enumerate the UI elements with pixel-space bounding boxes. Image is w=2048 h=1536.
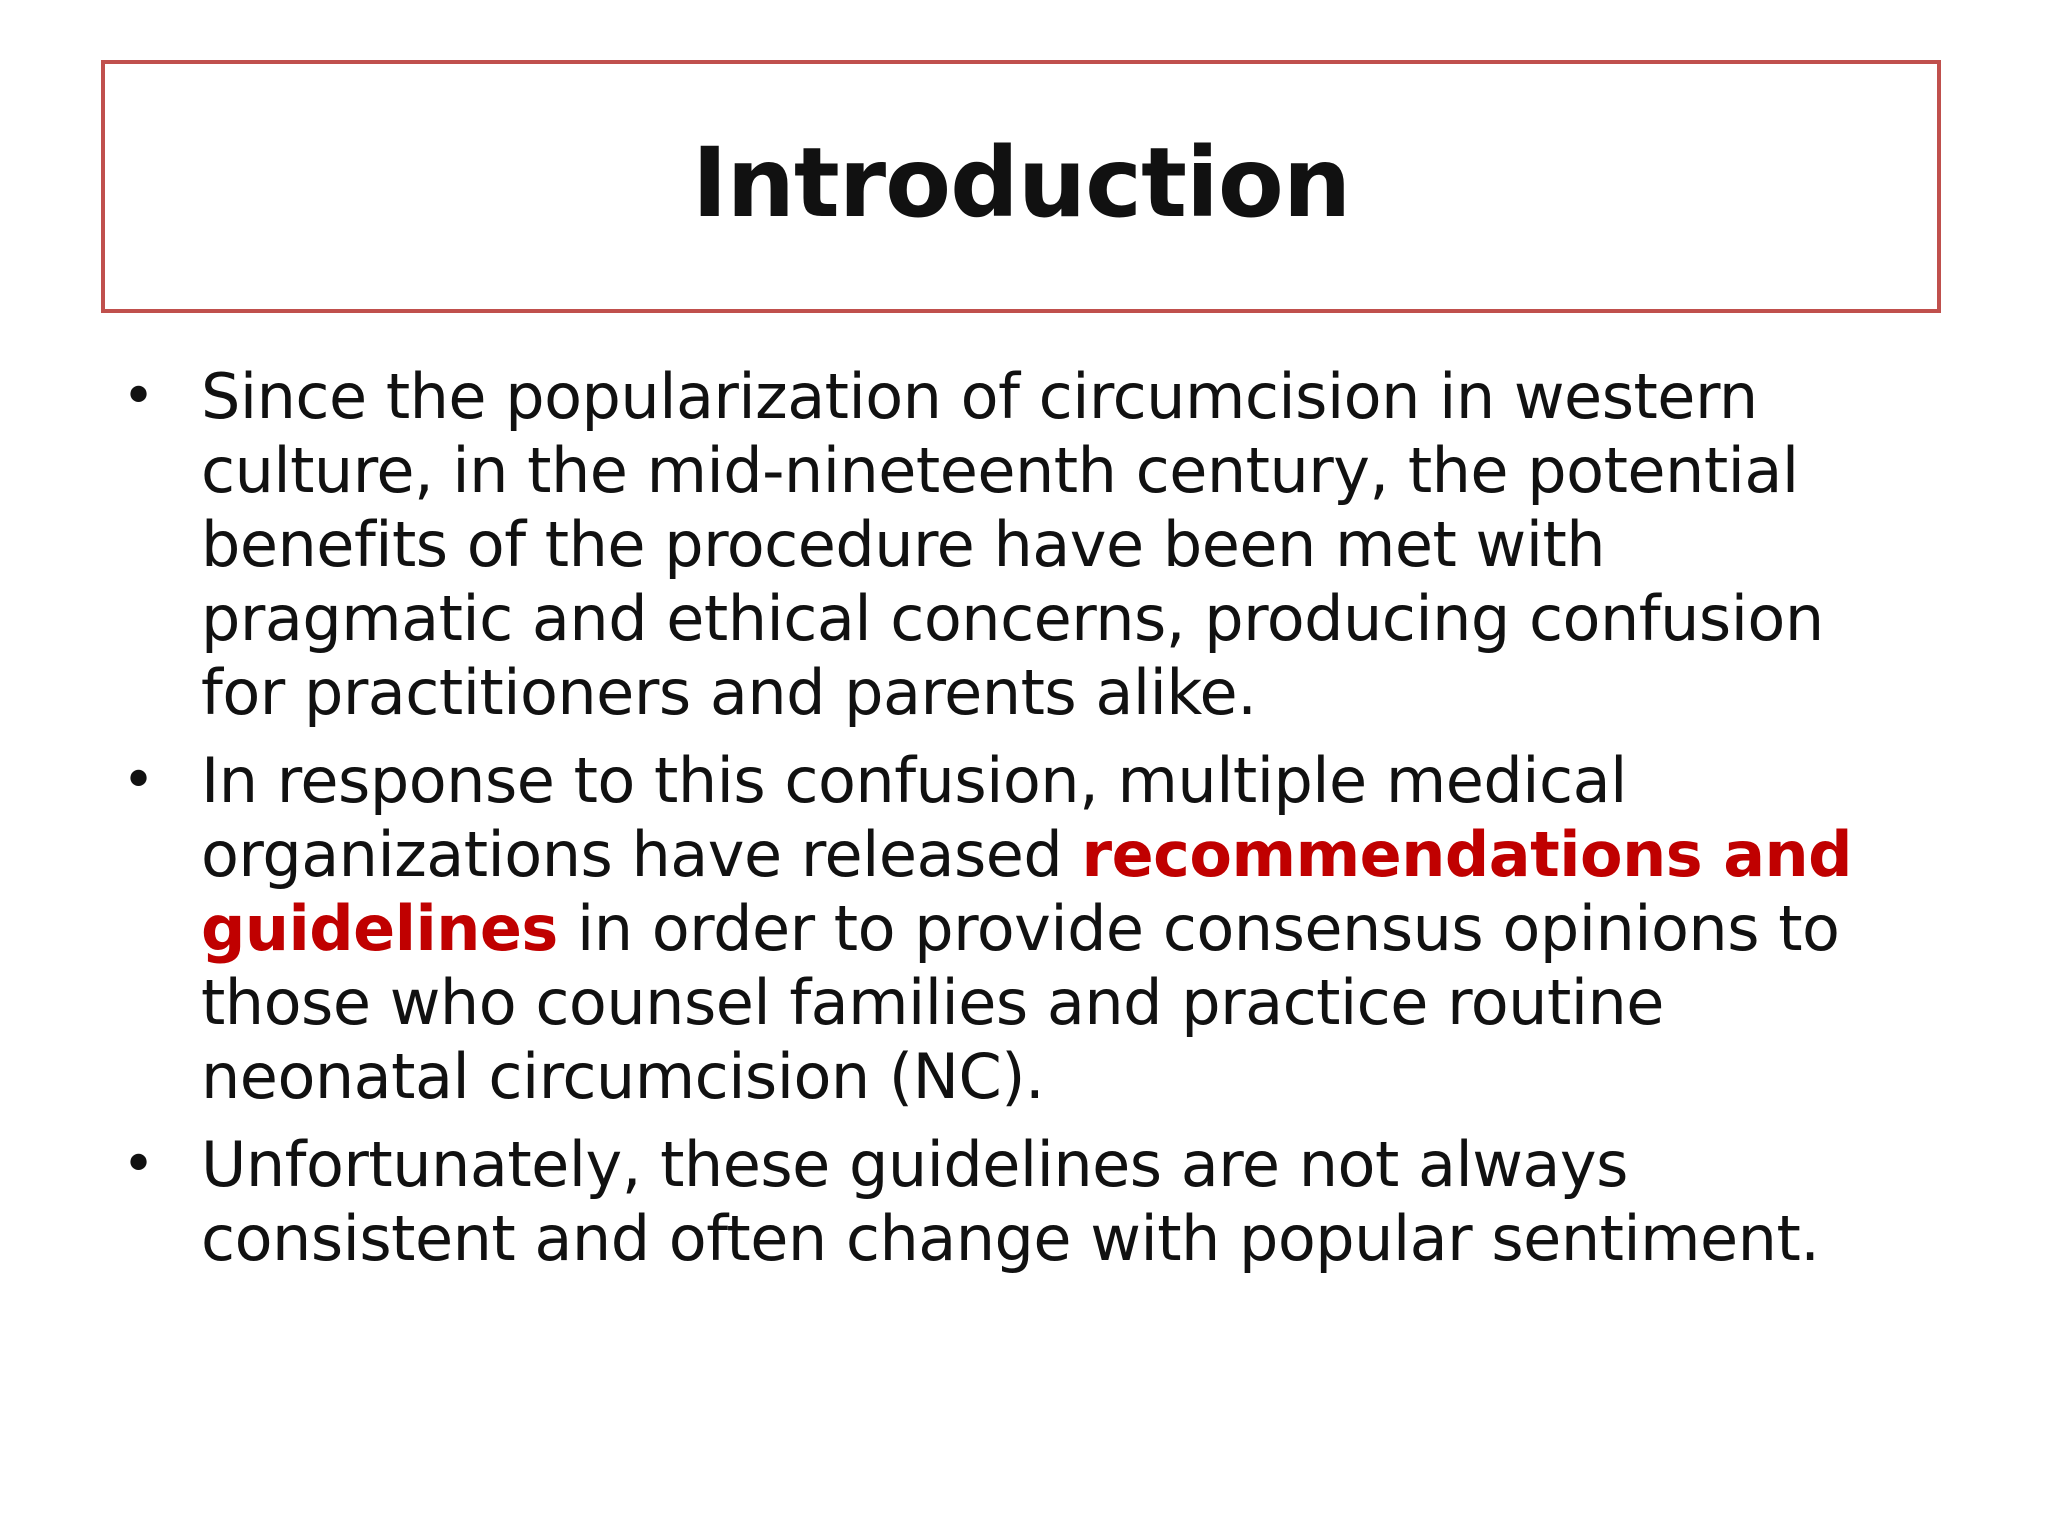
bullet-text: In response to this confusion, multiple medical organizations have released bbox=[201, 744, 1627, 891]
bullet-item bbox=[118, 1128, 1918, 1276]
bullet-list bbox=[118, 360, 1918, 1290]
bullet-text: Unfortunately, these guidelines are not always consistent and often change with popular sentiment. bbox=[201, 1128, 1820, 1275]
bullet-item bbox=[118, 744, 1918, 1114]
title-box bbox=[101, 60, 1941, 313]
bullet-icon: • bbox=[122, 748, 155, 813]
bullet-text: Since the popularization of circumcision in western culture, in the mid-nineteenth century, the potential benefits of the procedure have been met with pragmatic and ethical concerns, producing confusion for practitioners and parents alike. bbox=[201, 360, 1824, 729]
bullet-text: in order to provide consensus opinions to those who counsel families and practice routine neonatal circumcision (NC). bbox=[201, 892, 1840, 1113]
bullet-icon: • bbox=[122, 364, 155, 429]
highlighted-text: recommendations and guidelines bbox=[201, 818, 1853, 965]
bullet-item bbox=[118, 360, 1918, 730]
bullet-icon: • bbox=[122, 1132, 155, 1197]
slide-title: Introduction bbox=[691, 126, 1351, 239]
